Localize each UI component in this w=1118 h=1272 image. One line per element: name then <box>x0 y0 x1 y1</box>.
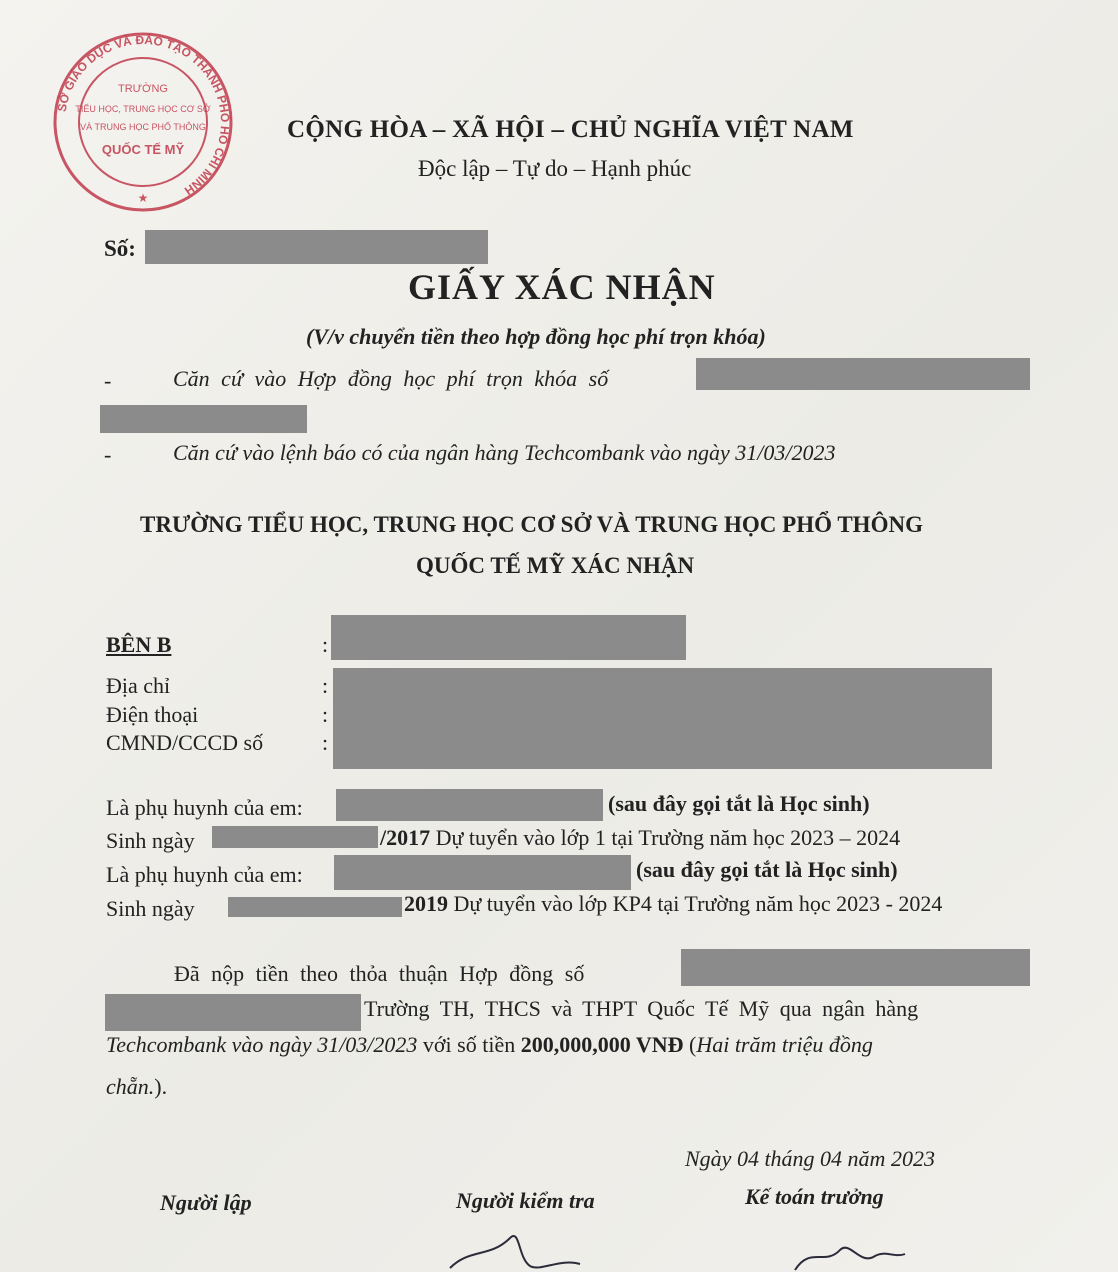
redacted-student-2-dob <box>228 897 402 917</box>
payment-line-1: Đã nộp tiền theo thỏa thuận Hợp đồng số <box>174 961 585 986</box>
payment-amount-words-end: chẵn. <box>106 1074 155 1099</box>
document-number-label: Số: <box>104 236 136 261</box>
document-title: GIẤY XÁC NHẬN <box>408 267 716 307</box>
student-1-class: Dự tuyển vào lớp 1 tại Trường năm học 2023 – 2024 <box>435 825 901 850</box>
stamp-line-4: QUỐC TẾ MỸ <box>101 142 185 157</box>
phone-colon: : <box>322 702 329 727</box>
basis-bank-notice: Căn cứ vào lệnh báo có của ngân hàng Techcombank vào ngày 31/03/2023 <box>173 440 836 465</box>
redacted-document-number <box>145 230 488 264</box>
payment-open-paren: ( <box>688 1032 697 1057</box>
school-name-line-1: TRƯỜNG TIỂU HỌC, TRUNG HỌC CƠ SỞ VÀ TRUNG HỌC PHỔ THÔNG <box>140 512 923 537</box>
school-stamp <box>48 30 238 215</box>
id-colon: : <box>322 730 329 755</box>
basis-contract: Căn cứ vào Hợp đồng học phí trọn khóa số <box>173 366 609 391</box>
school-name-line-2: QUỐC TẾ MỸ XÁC NHẬN <box>416 553 695 578</box>
nation-heading: CỘNG HÒA – XÃ HỘI – CHỦ NGHĨA VIỆT NAM <box>287 116 854 143</box>
national-motto: Độc lập – Tự do – Hạnh phúc <box>418 156 692 181</box>
payment-bank-date: Techcombank vào ngày 31/03/2023 <box>106 1032 418 1057</box>
student-1-alias: (sau đây gọi tắt là Học sinh) <box>608 791 870 816</box>
stamp-star-icon: ★ <box>137 191 149 205</box>
student-1-enrolment <box>380 825 900 851</box>
stamp-line-3: VÀ TRUNG HỌC PHỔ THÔNG <box>80 122 206 132</box>
redacted-party-b-details <box>333 668 992 769</box>
document-subtitle: (V/v chuyển tiền theo hợp đồng học phí trọn khóa) <box>306 324 766 349</box>
basis-dash-2: - <box>104 442 112 467</box>
basis-dash-1: - <box>104 368 112 393</box>
redacted-student-2-name <box>334 855 631 890</box>
redacted-payment-contract-cont <box>105 994 361 1031</box>
payment-line-2: Trường TH, THCS và THPT Quốc Tế Mỹ qua ngân hàng <box>364 996 919 1021</box>
student-2-alias: (sau đây gọi tắt là Học sinh) <box>636 857 898 882</box>
stamp-ring-text: SỞ GIÁO DỤC VÀ ĐÀO TẠO THÀNH PHỐ HỒ CHÍ MINH <box>54 32 233 198</box>
payment-line-4 <box>106 1074 167 1100</box>
phone-label: Điện thoại <box>106 702 199 727</box>
redacted-student-1-dob <box>212 826 378 848</box>
stamp-line-2: TIỂU HỌC, TRUNG HỌC CƠ SỞ <box>75 104 211 114</box>
student-2-parent-label: Là phụ huynh của em: <box>106 862 303 887</box>
payment-line-3 <box>106 1032 873 1058</box>
payment-amount-words: Hai trăm triệu đồng <box>696 1032 873 1057</box>
id-label: CMND/CCCD số <box>106 730 264 755</box>
redacted-contract-number <box>696 358 1030 390</box>
payment-amount: 200,000,000 VNĐ <box>520 1032 684 1057</box>
student-2-enrolment <box>404 891 942 917</box>
payment-amount-label: với số tiền <box>422 1032 516 1057</box>
student-2-class: Dự tuyển vào lớp KP4 tại Trường năm học 2023 - 2024 <box>453 891 943 916</box>
address-label: Địa chỉ <box>106 673 171 698</box>
student-1-parent-label: Là phụ huynh của em: <box>106 795 303 820</box>
redacted-party-b-name <box>331 615 686 660</box>
redacted-contract-number-cont <box>100 405 307 433</box>
signer-checked-by: Người kiểm tra <box>456 1188 595 1213</box>
signature-chief-accountant <box>790 1236 910 1272</box>
party-b-label: BÊN B <box>106 632 172 657</box>
student-2-birth-year: 2019 <box>404 891 448 916</box>
signer-chief-accountant: Kế toán trưởng <box>745 1184 884 1209</box>
student-1-born-label: Sinh ngày <box>106 828 195 853</box>
signature-date: Ngày 04 tháng 04 năm 2023 <box>685 1146 935 1171</box>
stamp-line-1: TRƯỜNG <box>118 83 168 95</box>
address-colon: : <box>322 673 329 698</box>
redacted-student-1-name <box>336 789 603 821</box>
student-2-born-label: Sinh ngày <box>106 896 195 921</box>
student-1-birth-year: /2017 <box>380 825 431 850</box>
payment-close: ). <box>154 1074 168 1099</box>
redacted-payment-contract-number <box>681 949 1030 986</box>
party-b-colon: : <box>322 632 329 657</box>
signer-prepared-by: Người lập <box>160 1190 252 1215</box>
signature-checker <box>440 1228 620 1272</box>
